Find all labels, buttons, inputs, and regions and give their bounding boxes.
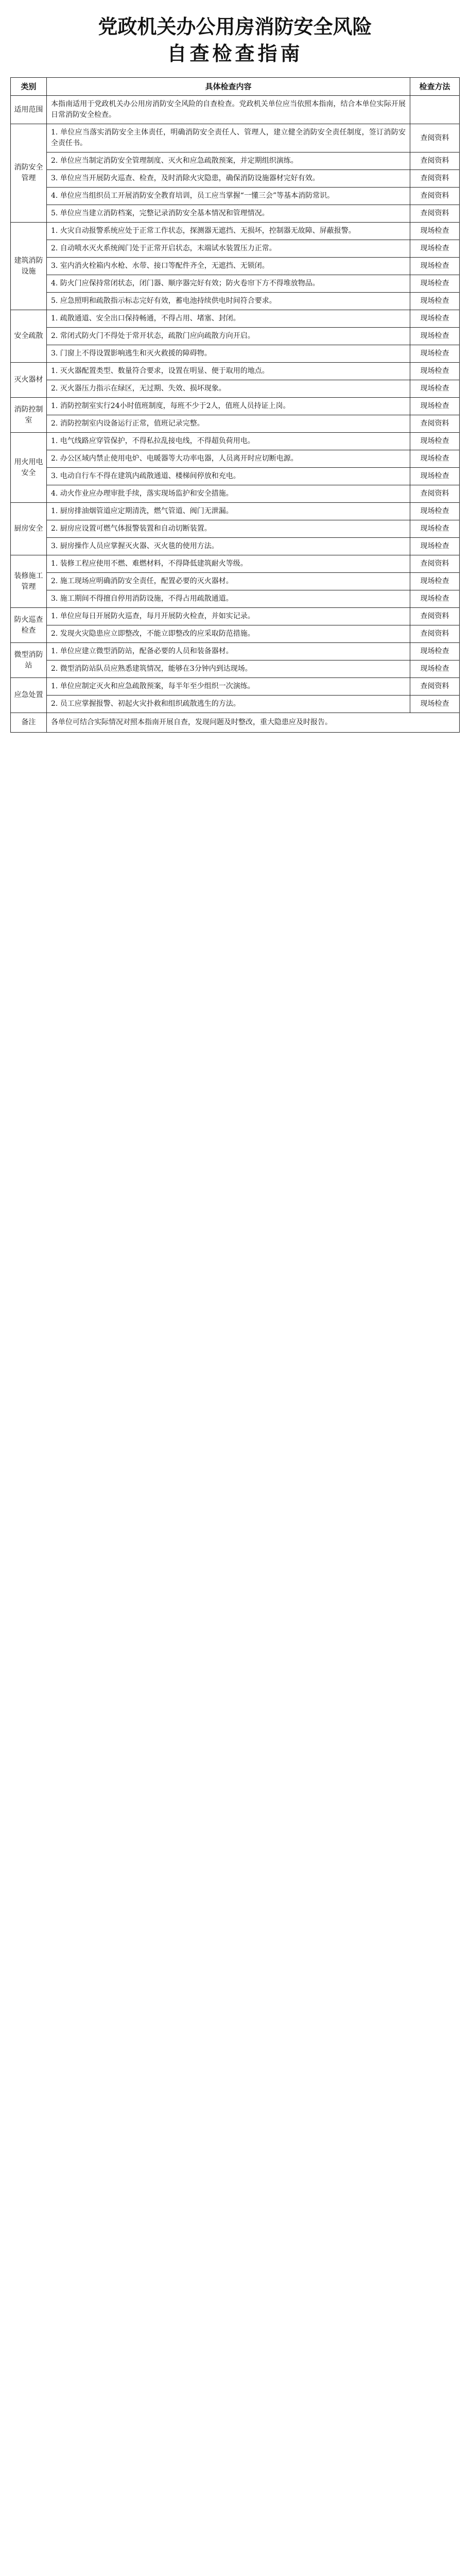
row-method: 查阅资料 <box>410 205 460 223</box>
row-method: 现场检查 <box>410 538 460 555</box>
row-content: 2. 灭火器压力指示在绿区，无过期、失效、损坏现象。 <box>47 380 410 398</box>
row-content: 4. 单位应当组织员工开展消防安全教育培训，员工应当掌握“一懂三会”等基本消防常识。 <box>47 188 410 205</box>
table-row <box>11 398 460 415</box>
row-method: 现场检查 <box>410 345 460 363</box>
row-content: 1. 疏散通道、安全出口保持畅通，不得占用、堵塞、封闭。 <box>47 310 410 328</box>
row-method: 现场检查 <box>410 503 460 520</box>
row-method: 查阅资料 <box>410 678 460 696</box>
table-row <box>11 152 460 170</box>
title-line-1: 党政机关办公用房消防安全风险 <box>98 15 372 38</box>
row-category: 用火用电安全 <box>11 433 47 503</box>
row-method: 现场检查 <box>410 310 460 328</box>
row-category: 应急处置 <box>11 678 47 713</box>
row-method: 现场检查 <box>410 590 460 608</box>
table-row <box>11 433 460 450</box>
document-title <box>0 0 470 67</box>
table-row <box>11 503 460 520</box>
table-row <box>11 678 460 696</box>
table-row <box>11 124 460 152</box>
table-row <box>11 188 460 205</box>
row-content: 2. 消防控制室内设备运行正常，值班记录完整。 <box>47 415 410 433</box>
row-method: 现场检查 <box>410 520 460 538</box>
table-row <box>11 538 460 555</box>
table-row <box>11 468 460 485</box>
table-row <box>11 660 460 678</box>
table-row <box>11 363 460 380</box>
table-row <box>11 590 460 608</box>
row-content: 3. 门窗上不得设置影响逃生和灭火救援的障碍物。 <box>47 345 410 363</box>
row-content: 2. 单位应当制定消防安全管理制度、灭火和应急疏散预案，并定期组织演练。 <box>47 152 410 170</box>
row-method: 现场检查 <box>410 573 460 590</box>
row-content: 3. 施工期间不得擅自停用消防设施，不得占用疏散通道。 <box>47 590 410 608</box>
row-category: 防火巡查检查 <box>11 608 47 643</box>
row-content: 本指南适用于党政机关办公用房消防安全风险的自查检查。党政机关单位应当依照本指南，结合本单位实际开展日常消防安全检查。 <box>47 96 410 124</box>
row-content: 2. 施工现场应明确消防安全责任，配置必要的灭火器材。 <box>47 573 410 590</box>
table-body <box>11 96 460 733</box>
row-content: 1. 单位应建立微型消防站，配备必要的人员和装备器材。 <box>47 643 410 660</box>
row-content: 2. 办公区域内禁止使用电炉、电暖器等大功率电器，人员离开时应切断电源。 <box>47 450 410 468</box>
row-content: 1. 火灾自动报警系统应处于正常工作状态，探测器无遮挡、无损坏，控制器无故障、屏蔽报警。 <box>47 223 410 240</box>
row-category: 装修施工管理 <box>11 555 47 608</box>
row-category: 消防控制室 <box>11 398 47 433</box>
row-content: 3. 电动自行车不得在建筑内疏散通道、楼梯间停放和充电。 <box>47 468 410 485</box>
row-content: 1. 单位应当落实消防安全主体责任，明确消防安全责任人、管理人，建立健全消防安全责任制度，签订消防安全责任书。 <box>47 124 410 152</box>
row-method: 现场检查 <box>410 275 460 293</box>
row-category: 适用范围 <box>11 96 47 124</box>
table-row <box>11 275 460 293</box>
row-content: 2. 厨房应设置可燃气体报警装置和自动切断装置。 <box>47 520 410 538</box>
table-row <box>11 625 460 643</box>
row-content: 2. 常闭式防火门不得处于常开状态，疏散门应向疏散方向开启。 <box>47 328 410 345</box>
row-method: 现场检查 <box>410 398 460 415</box>
note-row <box>11 713 460 733</box>
row-content: 2. 自动喷水灭火系统阀门处于正常开启状态，末端试水装置压力正常。 <box>47 240 410 258</box>
row-method: 现场检查 <box>410 660 460 678</box>
title-line-2: 自查检查指南 <box>167 42 303 65</box>
table-row <box>11 415 460 433</box>
row-method: 查阅资料 <box>410 415 460 433</box>
header-method: 检查方法 <box>410 78 460 96</box>
row-method: 现场检查 <box>410 293 460 310</box>
row-content: 3. 单位应当开展防火巡查、检查，及时消除火灾隐患，确保消防设施器材完好有效。 <box>47 170 410 188</box>
checklist-table-wrap <box>10 77 460 733</box>
row-category: 微型消防站 <box>11 643 47 678</box>
row-method: 现场检查 <box>410 328 460 345</box>
table-row <box>11 485 460 503</box>
table-row <box>11 293 460 310</box>
row-method: 查阅资料 <box>410 555 460 573</box>
row-content: 1. 电气线路应穿管保护，不得私拉乱接电线，不得超负荷用电。 <box>47 433 410 450</box>
row-method: 现场检查 <box>410 450 460 468</box>
row-category: 灭火器材 <box>11 363 47 398</box>
row-method: 现场检查 <box>410 380 460 398</box>
table-row <box>11 345 460 363</box>
row-category: 建筑消防设施 <box>11 223 47 310</box>
row-content: 5. 应急照明和疏散指示标志完好有效，蓄电池持续供电时间符合要求。 <box>47 293 410 310</box>
row-content: 2. 微型消防站队员应熟悉建筑情况，能够在3分钟内到达现场。 <box>47 660 410 678</box>
table-row <box>11 573 460 590</box>
table-row <box>11 520 460 538</box>
row-method: 查阅资料 <box>410 152 460 170</box>
row-content: 1. 装修工程应使用不燃、难燃材料，不得降低建筑耐火等级。 <box>47 555 410 573</box>
table-row <box>11 240 460 258</box>
row-method <box>410 96 460 124</box>
checklist-table <box>10 77 460 733</box>
row-content: 3. 室内消火栓箱内水枪、水带、接口等配件齐全，无遮挡、无锁闭。 <box>47 258 410 275</box>
table-row <box>11 170 460 188</box>
row-content: 5. 单位应当建立消防档案，完整记录消防安全基本情况和管理情况。 <box>47 205 410 223</box>
row-method: 现场检查 <box>410 258 460 275</box>
table-row <box>11 643 460 660</box>
row-method: 现场检查 <box>410 643 460 660</box>
note-label: 备注 <box>11 713 47 733</box>
row-method: 查阅资料 <box>410 485 460 503</box>
row-method: 现场检查 <box>410 433 460 450</box>
row-method: 现场检查 <box>410 240 460 258</box>
row-method: 现场检查 <box>410 696 460 713</box>
table-row <box>11 258 460 275</box>
row-category: 安全疏散 <box>11 310 47 363</box>
table-row <box>11 96 460 124</box>
row-content: 1. 消防控制室实行24小时值班制度，每班不少于2人，值班人员持证上岗。 <box>47 398 410 415</box>
row-category: 厨房安全 <box>11 503 47 555</box>
row-method: 查阅资料 <box>410 625 460 643</box>
row-content: 1. 灭火器配置类型、数量符合要求，设置在明显、便于取用的地点。 <box>47 363 410 380</box>
table-row <box>11 380 460 398</box>
row-method: 查阅资料 <box>410 124 460 152</box>
row-method: 现场检查 <box>410 363 460 380</box>
table-row <box>11 696 460 713</box>
table-row <box>11 223 460 240</box>
row-method: 现场检查 <box>410 223 460 240</box>
header-category: 类别 <box>11 78 47 96</box>
table-row <box>11 310 460 328</box>
row-method: 查阅资料 <box>410 188 460 205</box>
row-content: 1. 单位应每日开展防火巡查，每月开展防火检查，并如实记录。 <box>47 608 410 625</box>
row-content: 3. 厨房操作人员应掌握灭火器、灭火毯的使用方法。 <box>47 538 410 555</box>
table-row <box>11 205 460 223</box>
note-text: 各单位可结合实际情况对照本指南开展自查，发现问题及时整改，重大隐患应及时报告。 <box>47 713 460 733</box>
row-content: 4. 动火作业应办理审批手续，落实现场监护和安全措施。 <box>47 485 410 503</box>
table-row <box>11 608 460 625</box>
row-method: 现场检查 <box>410 468 460 485</box>
row-method: 查阅资料 <box>410 170 460 188</box>
row-content: 2. 发现火灾隐患应立即整改，不能立即整改的应采取防范措施。 <box>47 625 410 643</box>
table-row <box>11 328 460 345</box>
row-method: 查阅资料 <box>410 608 460 625</box>
row-content: 1. 单位应制定灭火和应急疏散预案，每半年至少组织一次演练。 <box>47 678 410 696</box>
row-content: 1. 厨房排油烟管道应定期清洗，燃气管道、阀门无泄漏。 <box>47 503 410 520</box>
table-row <box>11 555 460 573</box>
row-content: 4. 防火门应保持常闭状态，闭门器、顺序器完好有效；防火卷帘下方不得堆放物品。 <box>47 275 410 293</box>
header-content: 具体检查内容 <box>47 78 410 96</box>
table-header-row <box>11 78 460 96</box>
row-category: 消防安全管理 <box>11 124 47 223</box>
table-row <box>11 450 460 468</box>
row-content: 2. 员工应掌握报警、初起火灾扑救和组织疏散逃生的方法。 <box>47 696 410 713</box>
